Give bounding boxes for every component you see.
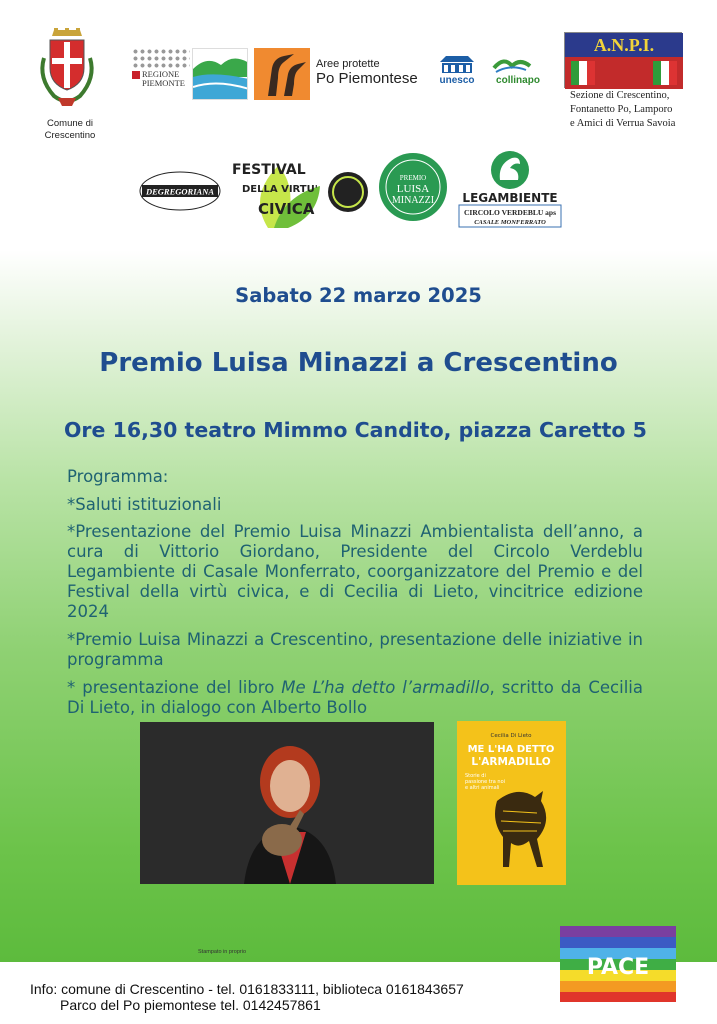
program-heading: Programma: <box>67 467 169 486</box>
event-time-place: Ore 16,30 teatro Mimmo Candito, piazza Caretto 5 <box>64 418 647 442</box>
anpi-caption-line1: Sezione di Crescentino, <box>570 90 670 101</box>
regione-line2: PIEMONTE <box>142 78 185 88</box>
stampato-note: Stampato in proprio <box>198 949 246 955</box>
minazzi-line1: PREMIO <box>399 174 427 182</box>
degregoriana-logo <box>138 170 222 212</box>
festival-line1: FESTIVAL <box>232 162 306 178</box>
legambiente-city: CASALE MONFERRATO <box>474 219 546 226</box>
book-title-line2: L'ARMADILLO <box>471 756 551 768</box>
book-subtitle: Storie di passione tra noi e altri animali <box>465 773 506 791</box>
program-item-2: *Presentazione del Premio Luisa Minazzi Ambientalista dell’anno, a cura di Vittorio Giordano, Presidente del Circolo Verdeblu Legambiente di Casale Monferrato, coorganizzatore del Premio e del Festival della virtù civica, e di Cecilia di Lieto, vincitrice edizione 2024 <box>67 522 643 621</box>
program-item-3: *Premio Luisa Minazzi a Crescentino, presentazione delle iniziative in programma <box>67 630 643 669</box>
legambiente-label: LEGAMBIENTE <box>462 191 558 205</box>
aree-protette-label <box>316 58 418 87</box>
unesco-label: unesco <box>439 75 475 86</box>
regione-label <box>142 70 185 88</box>
footer-info-line2: Parco del Po piemontese tel. 0142457861 <box>60 997 321 1013</box>
aree-line1: Aree protette <box>316 58 380 70</box>
festival-line2: DELLA VIRTU' <box>242 184 318 195</box>
po-herons-logo <box>254 48 310 100</box>
anpi-logo <box>564 32 682 88</box>
book-author: Cecilia Di Lieto <box>490 733 532 739</box>
degregoriana-label: DEGREGORIANA <box>145 186 215 197</box>
po-landscape-logo <box>192 48 248 100</box>
anpi-caption-line3: e Amici di Verrua Savoia <box>570 118 676 129</box>
pace-label: PACE <box>586 955 650 980</box>
collinapo-label: collinapo <box>496 75 540 86</box>
comune-caption-line2: Crescentino <box>44 130 96 141</box>
collinapo-logo <box>490 54 546 86</box>
event-date: Sabato 22 marzo 2025 <box>235 284 482 307</box>
festival-line3: CIVICA <box>258 200 315 218</box>
regione-flag-icon <box>132 71 140 79</box>
program-item-1: *Saluti istituzionali <box>67 495 222 514</box>
minazzi-line3: MINAZZI <box>391 195 435 206</box>
comune-caption <box>20 118 120 142</box>
anpi-caption <box>570 89 700 131</box>
book-cover-image <box>457 721 566 885</box>
legambiente-circolo: CIRCOLO VERDEBLU aps <box>464 208 556 217</box>
minazzi-line2: LUISA <box>396 183 430 195</box>
premio-minazzi-logo <box>378 152 448 222</box>
pace-flag <box>560 926 676 1002</box>
author-photo <box>140 722 434 884</box>
anpi-caption-line2: Fontanetto Po, Lamporo <box>570 104 673 115</box>
footer-info <box>30 981 464 1013</box>
program-item-4-suffix: , scritto da Cecilia Di Lieto, in dialogo con Alberto Bollo <box>67 678 643 717</box>
regione-line1: REGIONE <box>142 69 180 79</box>
festival-virtu-civica-logo <box>228 156 370 230</box>
program-item-4-book-title: Me L’ha detto l’armadillo <box>281 678 490 697</box>
book-title-line1: ME L'HA DETTO <box>467 744 555 755</box>
unesco-logo <box>434 54 480 90</box>
aree-line2: Po Piemontese <box>316 70 418 87</box>
comune-caption-line1: Comune di <box>47 118 93 129</box>
program-item-4-prefix: * presentazione del libro <box>67 678 282 697</box>
anpi-label: A.N.P.I. <box>593 35 655 55</box>
event-title: Premio Luisa Minazzi a Crescentino <box>99 348 618 378</box>
regione-dots-pattern <box>132 48 190 68</box>
footer-info-line1: Info: comune di Crescentino - tel. 0161833111, biblioteca 0161843657 <box>30 981 464 997</box>
regione-piemonte-logo <box>132 48 190 100</box>
legambiente-logo <box>458 150 562 228</box>
comune-crest-logo <box>34 28 100 112</box>
program-item-4 <box>67 678 643 718</box>
